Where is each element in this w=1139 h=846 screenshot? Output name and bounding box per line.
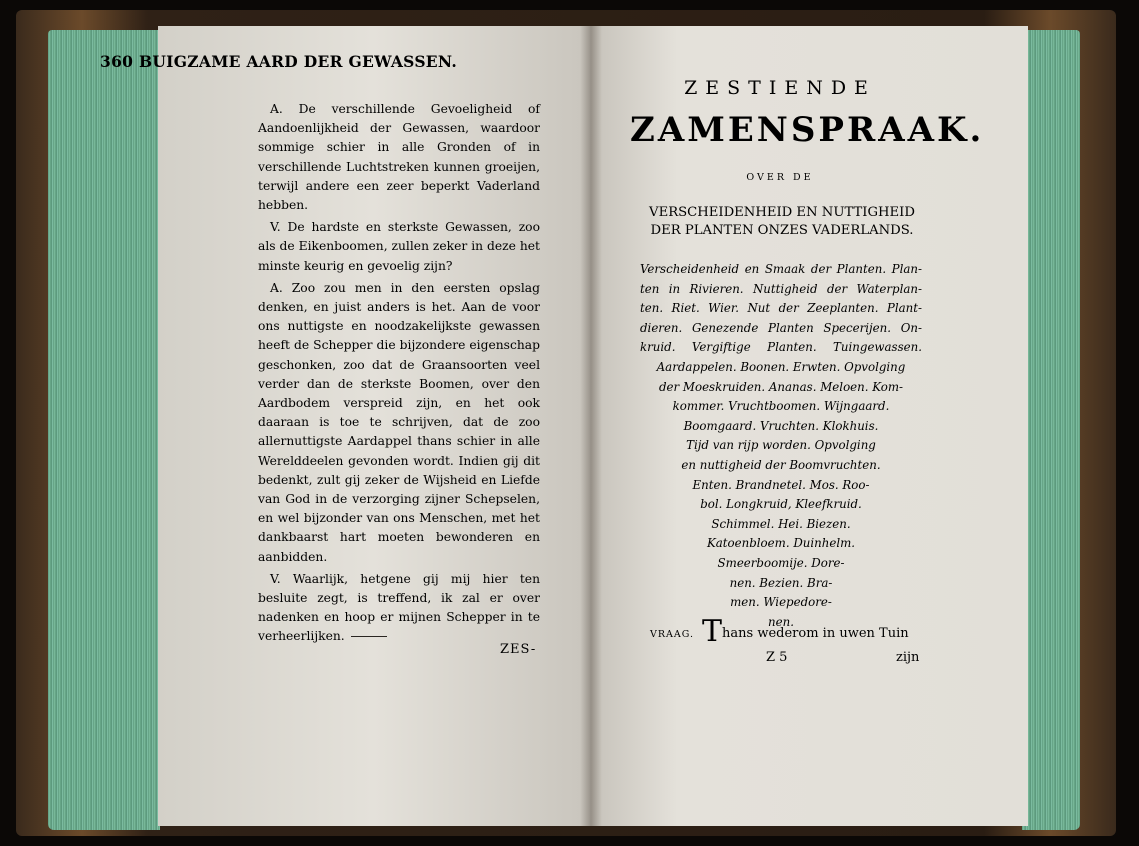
drop-cap: T [702, 614, 723, 649]
summary-line: nen. [768, 614, 794, 629]
opening-text: hans wederom in uwen Tuin [722, 626, 909, 641]
summary-line: bol. Longkruid, Kleefkruid. [700, 497, 862, 512]
paragraph [258, 570, 540, 647]
summary-line: Katoenbloem. Duinhelm. [706, 536, 856, 551]
chapter-title: ZAMENSPRAAK. [630, 110, 985, 150]
paragraph: A. Zoo zou men in den eersten opslag denken, en juist anders is het. Aan de voor ons nuttigste en noodzakelijkste gewassen heeft de Schepper die bijzondere eigenschap geschonken, zoo dat de Graansoorten veel verder dan de sterkste Boomen, over den Aardbodem verspreid zijn, en het ook daaraan is toe te schrijven, dat de zoo allernuttigste Aardappel thans schier in alle Werelddeelen gevonden wordt. Indien gij dit bedenkt, zult gij zeker de Wijsheid en Liefde van God in de verzorging zijner Schepselen, en wel bijzonder van ons Menschen, met het dankbaarst hart moeten bewonderen en aanbidden. [258, 280, 540, 564]
chapter-number: ZESTIENDE [684, 77, 876, 99]
summary-line: nen. Bezien. Bra- [729, 575, 833, 590]
paragraph-text: V. Waarlijk, hetgene gij mij hier ten besluite zegt, is treffend, ik zal er over nadenken en hoop er mijnen Schepper in te verheerlijken. [258, 571, 540, 644]
summary-line: Tijd van rijp worden. Opvolging [686, 438, 876, 453]
summary-line: Verscheidenheid en Smaak der Planten. Plan- [640, 262, 922, 276]
left-page-text [258, 100, 540, 650]
chapter-subject [642, 204, 922, 240]
summary-line: Aardappelen. Boonen. Erwten. Opvolging [656, 359, 906, 374]
end-rule [351, 636, 387, 637]
summary-line: Schimmel. Hei. Biezen. [711, 516, 851, 531]
summary-line: dieren. Genezende Planten Specerijen. On- [640, 320, 922, 335]
summary-line: Smeerboomije. Dore- [717, 555, 845, 570]
page-edges-left [48, 30, 160, 830]
summary-line: men. Wiepedore- [730, 595, 832, 610]
summary-line: kruid. Vergiftige Planten. Tuingewassen. [640, 340, 922, 355]
signature-mark: Z 5 [766, 650, 788, 665]
summary-line: ten in Rivieren. Nuttigheid der Waterplan- [640, 281, 922, 296]
speaker-label: VRAAG. [650, 629, 695, 640]
running-head: 360 BUIGZAME AARD DER GEWASSEN. [100, 52, 458, 71]
page-edges-right [1022, 30, 1080, 830]
paragraph: V. De hardste en sterkste Gewassen, zoo als de Eikenboomen, zullen zeker in deze het minste keurig en gevoelig zijn? [258, 220, 540, 273]
subject-line-2: DER PLANTEN ONZES VADERLANDS. [650, 223, 914, 238]
catchword-right: zijn [896, 650, 920, 665]
book-gutter [580, 26, 602, 826]
catchword-left: ZES- [500, 642, 537, 657]
chapter-summary [640, 260, 922, 632]
summary-line: Boomgaard. Vruchten. Klokhuis. [683, 418, 879, 433]
summary-line: ten. Riet. Wier. Nut der Zeeplanten. Plant- [640, 301, 922, 316]
over-de-label: OVER DE [746, 172, 814, 183]
subject-line-1: VERSCHEIDENHEID EN NUTTIGHEID [649, 205, 915, 220]
summary-line: Enten. Brandnetel. Mos. Roo- [692, 477, 870, 492]
summary-line: en nuttigheid der Boomvruchten. [681, 457, 881, 472]
summary-line: der Moeskruiden. Ananas. Meloen. Kom- [658, 379, 904, 394]
summary-line: kommer. Vruchtboomen. Wijngaard. [672, 399, 890, 414]
paragraph: A. De verschillende Gevoeligheid of Aandoenlijkheid der Gewassen, waardoor sommige schier in alle Gronden of in verschillende Luchtstreken kunnen groeijen, terwijl andere een zeer beperkt Vaderland hebben. [258, 102, 540, 213]
